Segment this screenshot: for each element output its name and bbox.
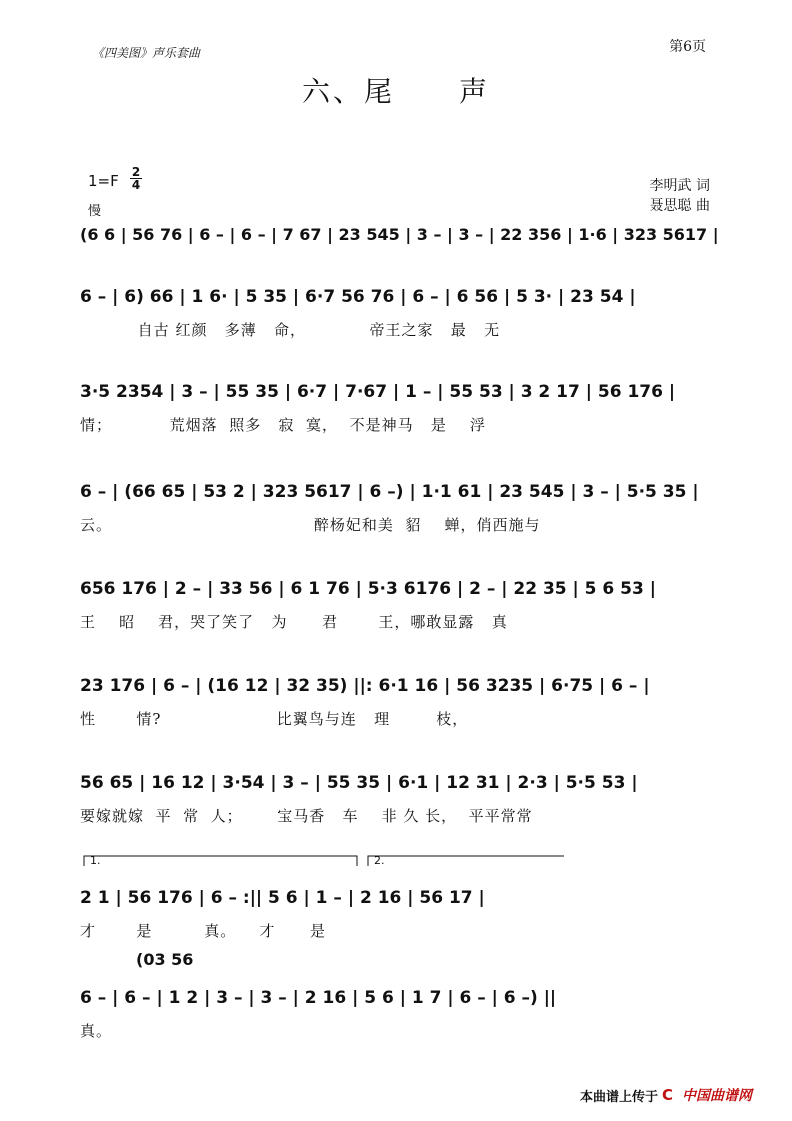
footer-text: 本曲谱上传于 [579,1089,658,1105]
key-signature: 1=F [88,172,119,190]
notation-line: 6 – | 6 – | 1 2 | 3 – | 3 – | 2 16 | 5 6 | 1 7 | 6 – | 6 –) || [80,988,557,1008]
notation-line: 656 176 | 2 – | 33 56 | 6 1 76 | 5·3 6176 | 2 – | 22 35 | 5 6 53 | [80,579,656,599]
notation-line: 56 65 | 16 12 | 3·54 | 3 – | 55 35 | 6·1 | 12 31 | 2·3 | 5·5 53 | [80,773,638,793]
lyric-line: 要嫁就嫁 平 常 人； 宝马香 车 非 久 长， 平平常常 [80,807,533,825]
volta-second: 2. [366,852,566,869]
volta-first: 1. [82,852,362,869]
notation-line: 6 – | 6) 66 | 1 6· | 5 35 | 6·7 56 76 | 6 – | 6 56 | 5 3· | 23 54 | [80,287,636,307]
lyric-line: 王 昭 君，哭了笑了 为 君 王，哪敢显露 真 [80,613,508,631]
page-number: 第6页 [669,39,706,55]
time-signature: 2 4 [131,165,141,192]
lyric-line: 情； 荒烟落 照多 寂 寞， 不是神马 是 浮 [80,416,486,434]
lyric-line: 性 情? 比翼鸟与连 理 枝， [80,710,469,728]
composer: 聂思聪 曲 [649,198,710,214]
site-logo-icon: C [662,1086,674,1104]
lyricist: 李明武 词 [649,178,710,194]
notation-line: 6 – | (66 65 | 53 2 | 323 5617 | 6 –) | 1·1 61 | 23 545 | 3 – | 5·5 35 | [80,482,699,502]
lyric-line: 云。 醉杨妃和美 貂 蝉，俏西施与 [80,516,541,534]
lyric-line: 真。 [80,1022,113,1040]
suite-title: 《四美图》声乐套曲 [92,46,201,60]
lyric-line: 才 是 真。 才 是 [80,922,326,940]
site-logo: 中国曲谱网 [682,1088,752,1104]
notation-line: 2 1 | 56 176 | 6 – :|| 5 6 | 1 – | 2 16 | 56 17 | [80,888,485,908]
tempo-marking: 慢 [88,204,102,219]
notation-line: 23 176 | 6 – | (16 12 | 32 35) ||: 6·1 16 | 56 3235 | 6·75 | 6 – | [80,676,650,696]
notation-line: (6 6 | 56 76 | 6 – | 6 – | 7 67 | 23 545 | 3 – | 3 – | 22 356 | 1·6 | 323 5617 | [80,225,719,244]
lyric-line: 自古 红颜 多薄 命， 帝王之家 最 无 [80,321,501,339]
overlay-notes: (03 56 [136,950,194,969]
footer [580,1085,752,1105]
credits [650,176,710,216]
notation-line: 3·5 2354 | 3 – | 55 35 | 6·7 | 7·67 | 1 – | 55 53 | 3 2 17 | 56 176 | [80,382,676,402]
song-title: 六、尾 声 [301,75,491,108]
